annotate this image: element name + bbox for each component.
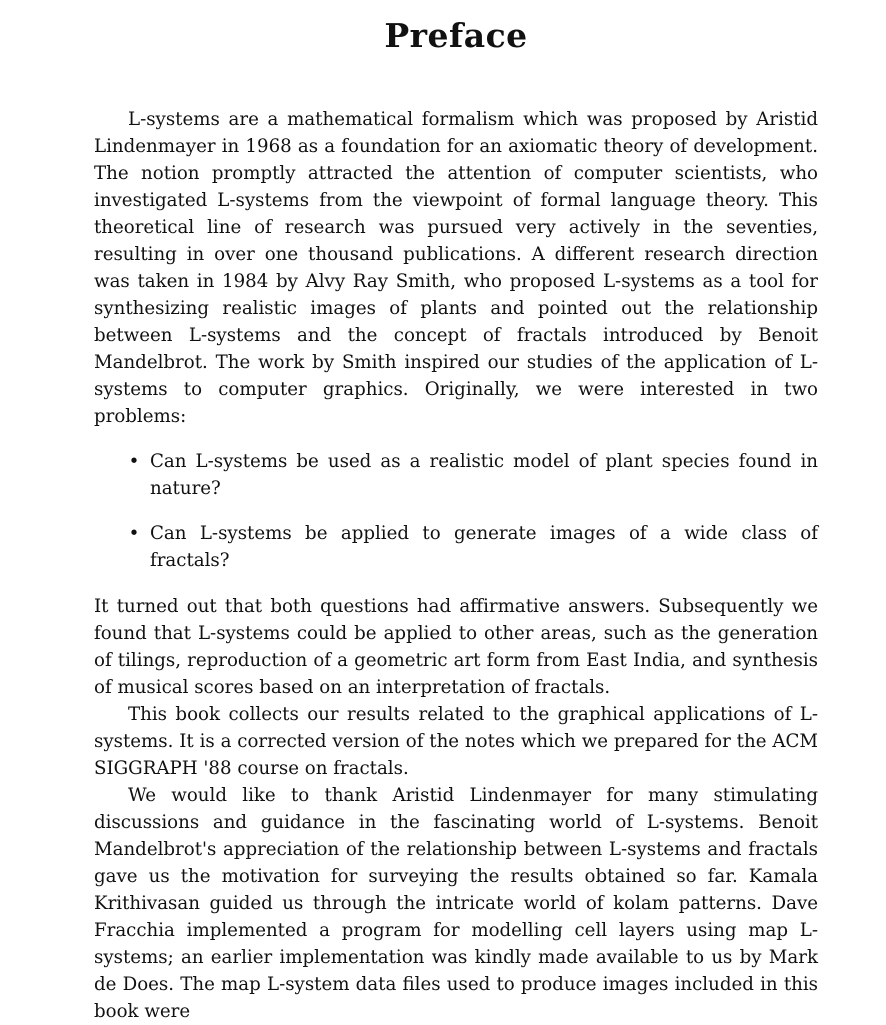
bullet-icon: • [128, 523, 140, 544]
bullet-list [94, 448, 818, 574]
bullet-icon: • [128, 451, 140, 472]
bullet-text: Can L-systems be used as a realistic model of plant species found in nature? [150, 451, 818, 499]
bullet-item [94, 448, 818, 502]
paragraph-2: It turned out that both questions had affirmative answers. Subsequently we found that L-systems could be applied to other areas, such as the generation of tilings, reproduction of a geometric art form from East India, and synthesis of musical scores based on an interpretation of fractals. [94, 596, 818, 698]
page-title: Preface [384, 16, 528, 55]
bullet-item [94, 520, 818, 574]
paragraph-4: We would like to thank Aristid Lindenmayer for many stimulating discussions and guidance in the fascinating world of L-systems. Benoit Mandelbrot's appreciation of the relationship between L-systems and fractals gave us the motivation for surveying the results obtained so far. Kamala Krithivasan guided us through the intricate world of kolam patterns. Dave Fracchia implemented a program for modelling cell layers using map L-systems; an earlier implementation was kindly made available to us by Mark de Does. The map L-system data files used to produce images included in this book were [94, 785, 818, 1022]
paragraph-3: This book collects our results related to the graphical applications of L-systems. It is a corrected version of the notes which we prepared for the ACM SIGGRAPH '88 course on fractals. [94, 704, 818, 779]
body-text [94, 106, 818, 1025]
bullet-text: Can L-systems be applied to generate images of a wide class of fractals? [150, 523, 818, 571]
paragraph-1: L-systems are a mathematical formalism which was proposed by Aristid Lindenmayer in 1968 as a foundation for an axiomatic theory of development. The notion promptly attracted the attention of computer scientists, who investigated L-systems from the viewpoint of formal language theory. This theoretical line of research was pursued very actively in the seventies, resulting in over one thousand publications. A different research direction was taken in 1984 by Alvy Ray Smith, who proposed L-systems as a tool for synthesizing realistic images of plants and pointed out the relationship between L-systems and the concept of fractals introduced by Benoit Mandelbrot. The work by Smith inspired our studies of the application of L-systems to computer graphics. Originally, we were interested in two problems: [94, 109, 818, 427]
